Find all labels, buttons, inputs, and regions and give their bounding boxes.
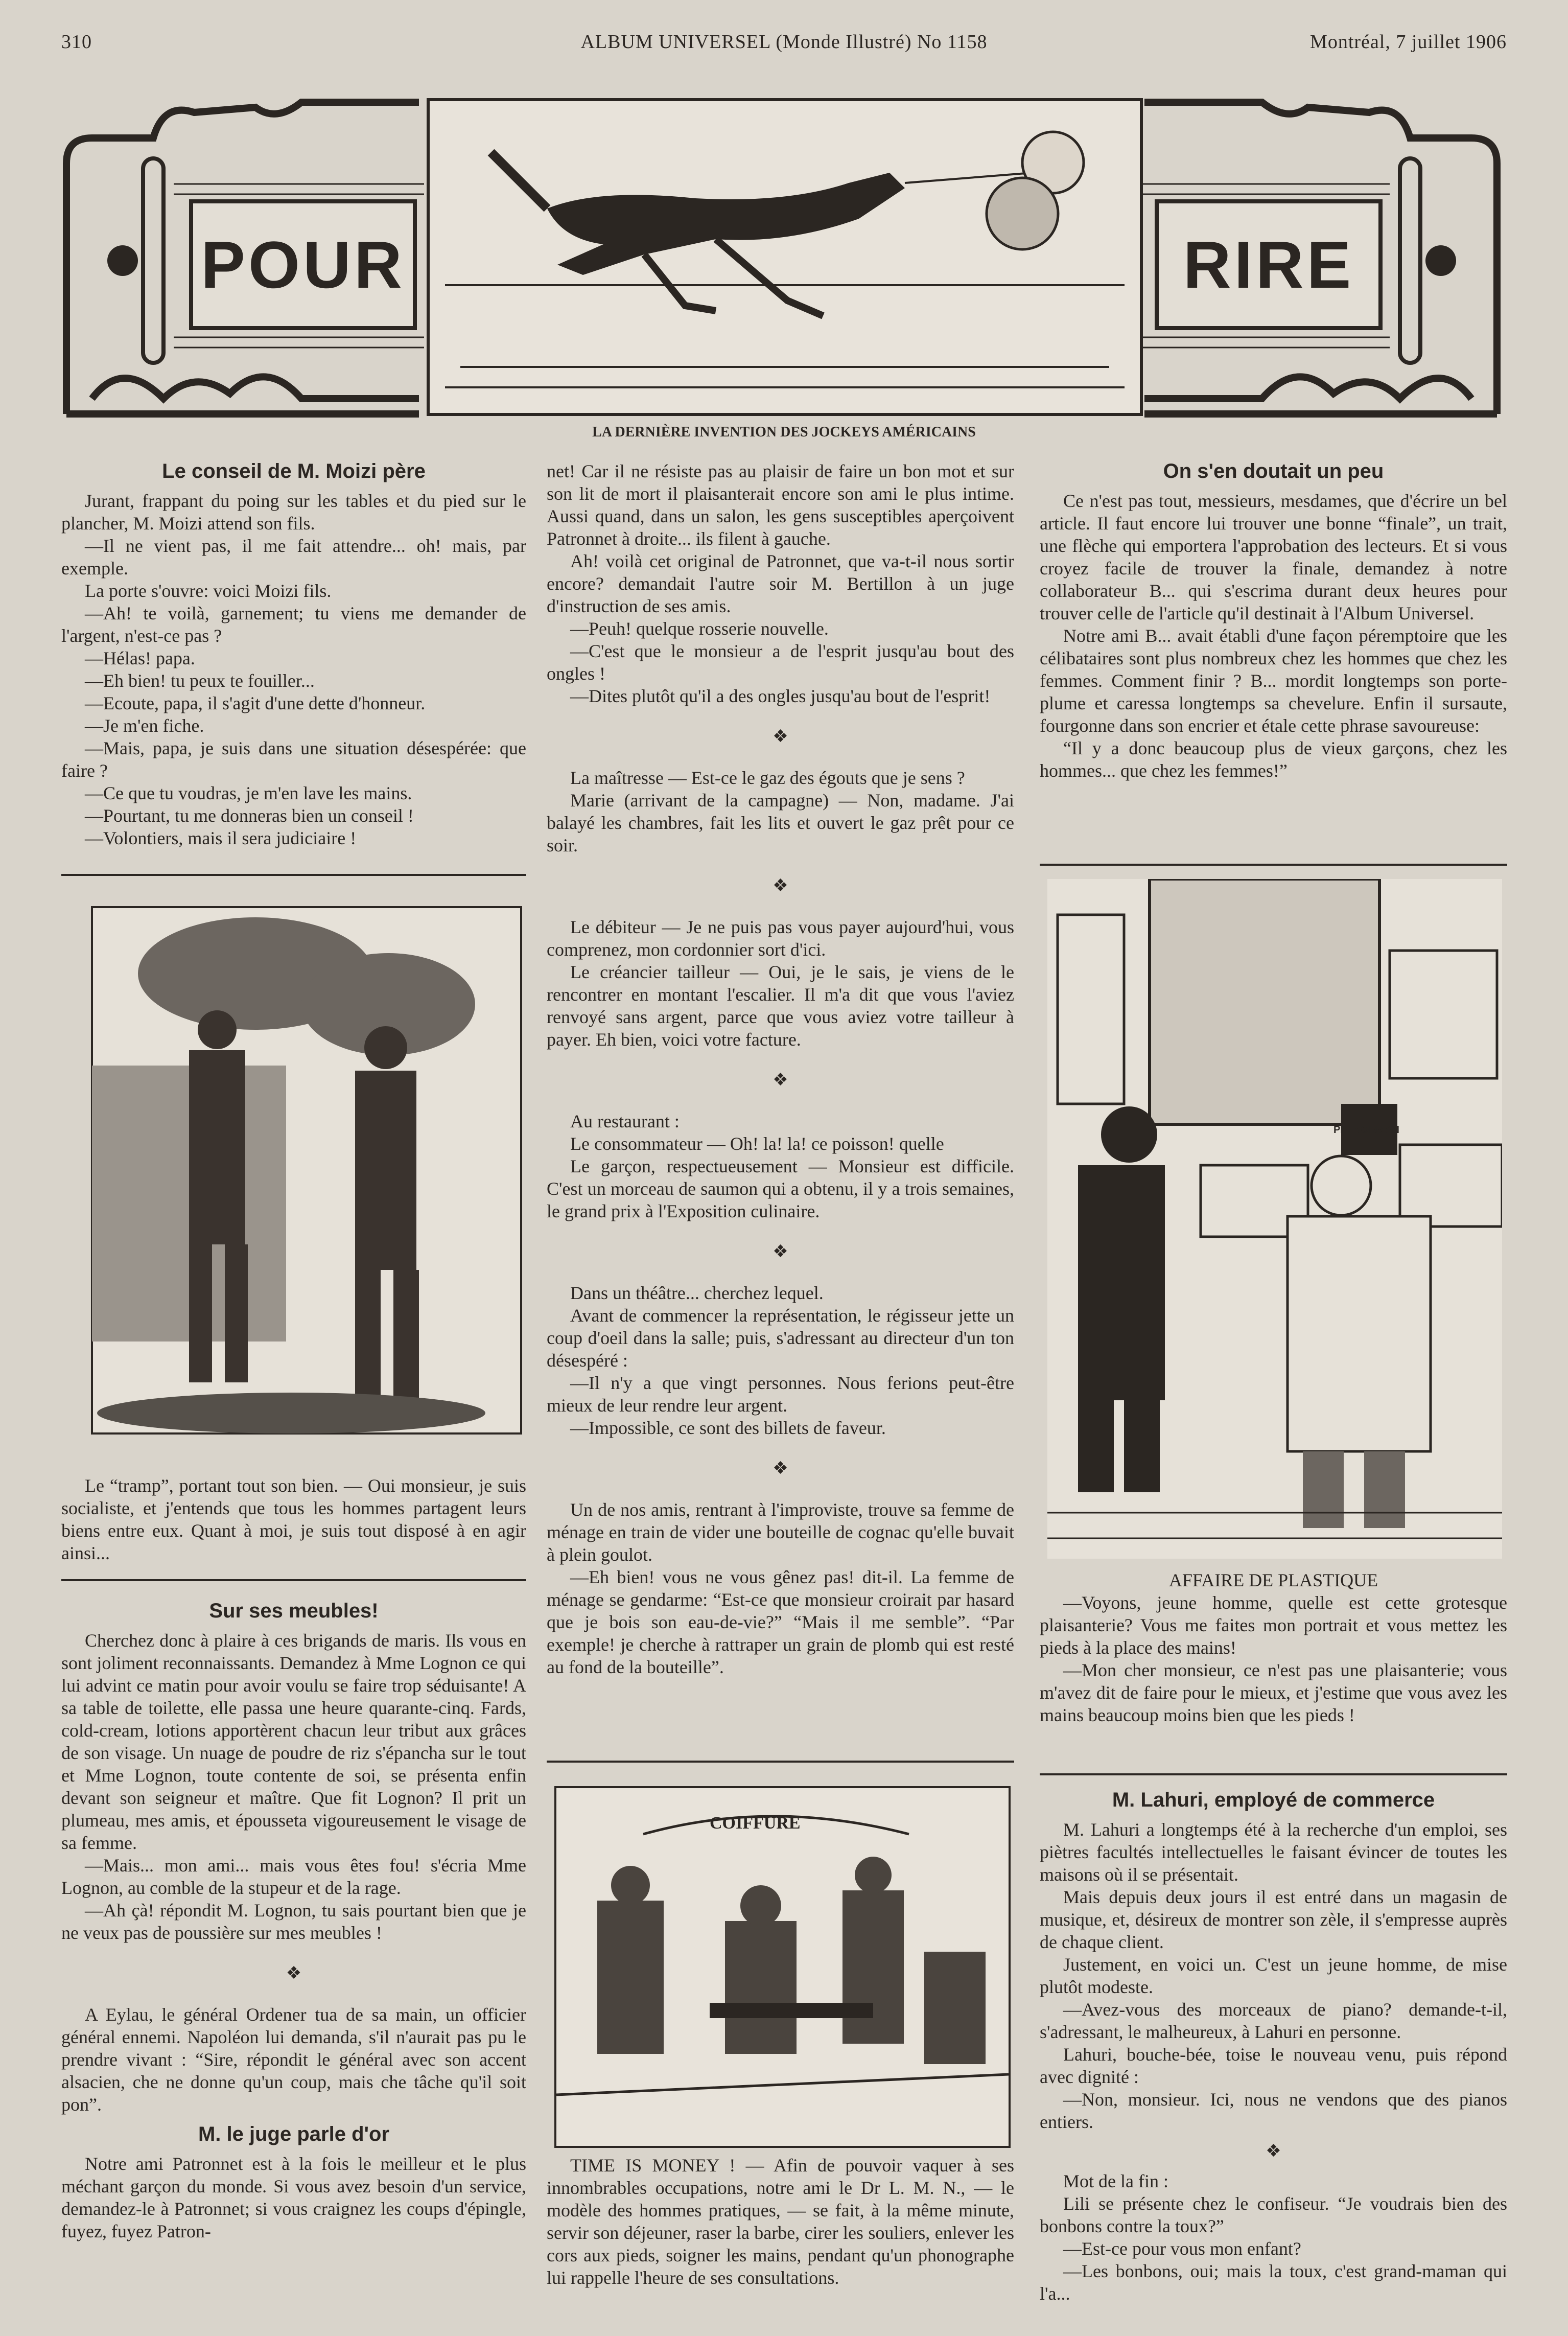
banner-word-rire: RIRE <box>1155 199 1383 330</box>
paragraph: —Ecoute, papa, il s'agit d'une dette d'honneur. <box>85 693 426 713</box>
column-divider <box>547 1761 1014 1763</box>
plastique-caption: AFFAIRE DE PLASTIQUE <box>1168 1570 1378 1590</box>
paragraph: Le garçon, respectueusement — Monsieur est difficile. C'est un morceau de saumon qui a obtenu, il y a trois semaines, le grand prix à l'Exposition culinaire. <box>547 1156 1014 1221</box>
paragraph: Ce n'est pas tout, messieurs, mesdames, que d'écrire un bel article. Il faut encore lui trouver une bonne “finale”, un trait, une flèche qui emportera l'approbation des lecteurs. Et si vous croyez facile de trouver la finale, demandez à notre collaborateur B... qui s'escrima durant deux heures pour trouver celle de l'article qu'il destinait à l'Album Universel. <box>1040 491 1507 623</box>
running-horse-drawing <box>430 101 1140 413</box>
paragraph: Marie (arrivant de la campagne) — Non, madame. J'ai balayé les chambres, fait les lits et ouvert le gaz prêt pour ce soir. <box>547 790 1014 855</box>
paragraph: —Mais, papa, je suis dans une situation désespérée: que faire ? <box>61 738 526 781</box>
tramp-illustration <box>61 902 524 1464</box>
paragraph: net! Car il ne résiste pas au plaisir de faire un bon mot et sur son lit de mort il plaisanterait encore son ami le plus intime. Aussi quand, dans un salon, les gens susceptibles aperçoivent Patronnet à droite... ils filent à gauche. <box>547 461 1014 549</box>
paragraph: “Il y a donc beaucoup plus de vieux garçons, chez les hommes... que chez les femmes!” <box>1040 738 1507 781</box>
paragraph: Cherchez donc à plaire à ces brigands de maris. Ils vous en sont joliment reconnaissants. Demandez à Mme Lognon ce qui lui advint ce matin pour avoir voulu se faire trop séduisante! A sa table de toilette, elle passa une heure quarante-cinq. Fards, cold-cream, lotions apportèrent chacun leur tribut aux grâces de son visage. Un nuage de poudre de riz s'épancha sur le tout et Mme Lognon, toute contente de soi, se présenta enfin devant son seigneur et maître. Que fit Lognon? Il prit un plumeau, mes amis, et épousseta vigoureusement le visage de sa femme. <box>61 1630 526 1853</box>
time-is-money-illustration <box>554 1786 1011 2148</box>
column-1-lower <box>61 1600 526 2242</box>
column-1 <box>61 460 526 849</box>
column-divider <box>1040 864 1507 866</box>
time-is-money-caption: TIME IS MONEY ! — Afin de pouvoir vaquer à ses innombrables occupations, notre ami le Dr L. M. N., — le modèle des hommes pratiques, — se fait, à la même minute, servir son déjeuner, raser la barbe, cirer les souliers, enlever les cors aux pieds, soigner les mains, pendant qu'un phonographe lui rappelle l'heure de ses consultations. <box>547 2155 1014 2288</box>
plastique-illustration <box>1047 879 1502 1559</box>
paragraph: Justement, en voici un. C'est un jeune homme, de mise plutôt modeste. <box>1040 1954 1507 1997</box>
separator-ornament: ❖ <box>773 1459 788 1478</box>
paragraph: Lili se présente chez le confiseur. “Je voudrais bien des bonbons contre la toux?” <box>1040 2193 1507 2236</box>
paragraph: Le créancier tailleur — Oui, je le sais, je viens de le rencontrer en montant l'escalier. Il m'a dit que vous l'aviez renvoyé sans argent, parce que vous aviez votre tailleur à payer. Eh bien, voici votre facture. <box>547 962 1014 1050</box>
paragraph: Au restaurant : <box>570 1111 680 1131</box>
paragraph: La maîtresse — Est-ce le gaz des égouts que je sens ? <box>570 768 965 788</box>
paragraph: —Impossible, ce sont des billets de faveur. <box>570 1418 886 1438</box>
paragraph: —Eh bien! vous ne vous gênez pas! dit-il. La femme de ménage se gendarme: “Est-ce que monsieur croirait par hasard que je bois son eau-de-vie?” “Mais il me semble”. “Par exemple! je cherche à rattraper un grain de plomb qui est resté au fond de la bouteille”. <box>547 1567 1014 1677</box>
paragraph: —Il n'y a que vingt personnes. Nous ferions peut-être mieux de leur rendre leur argent. <box>547 1373 1014 1416</box>
separator-ornament: ❖ <box>773 727 788 746</box>
article-title-juge: M. le juge parle d'or <box>198 2123 390 2145</box>
separator-ornament: ❖ <box>773 1242 788 1261</box>
jockey-horse-illustration <box>427 98 1143 416</box>
paragraph: —Avez-vous des morceaux de piano? demande-t-il, s'adressant, le malheureux, à Lahuri en personne. <box>1040 1999 1507 2042</box>
paragraph: Le débiteur — Je ne puis pas vous payer aujourd'hui, vous comprenez, mon cordonnier sort d'ici. <box>547 917 1014 960</box>
tramp-socialist-drawing <box>61 902 524 1464</box>
separator-ornament: ❖ <box>286 1964 302 1983</box>
artist-signature: PH. NORMAN <box>1333 1124 1399 1136</box>
article-title-conseil: Le conseil de M. Moizi père <box>162 460 426 482</box>
painter-studio-drawing <box>1047 879 1502 1559</box>
paragraph: La porte s'ouvre: voici Moizi fils. <box>85 581 332 601</box>
paragraph: A Eylau, le général Ordener tua de sa main, un officier général ennemi. Napoléon lui demanda, s'il n'aurait pas pu le prendre vivant : “Sire, répondit le général avec son accent alsacien, che ne donne qu'un coup, mais che tâche qu'il soit pon”. <box>61 2004 526 2115</box>
paragraph: —Non, monsieur. Ici, nous ne vendons que des pianos entiers. <box>1040 2089 1507 2132</box>
paragraph: Ah! voilà cet original de Patronnet, que va-t-il nous sortir encore? demandait l'autre soir M. Bertillon à un juge d'instruction de ses amis. <box>547 551 1014 616</box>
paragraph: —Volontiers, mais il sera judiciaire ! <box>85 828 357 848</box>
banner <box>61 92 1502 419</box>
banner-word-pour: POUR <box>189 199 417 330</box>
coiffure-sign: COIFFURE <box>710 1814 801 1833</box>
paragraph: —Ah! te voilà, garnement; tu viens me demander de l'argent, n'est-ce pas ? <box>61 603 526 646</box>
separator-ornament: ❖ <box>773 876 788 895</box>
column-divider <box>61 874 526 876</box>
paragraph: Mais depuis deux jours il est entré dans un magasin de musique, et, désireux de montrer son zèle, il s'empresse auprès de chaque client. <box>1040 1887 1507 1952</box>
paragraph: —Voyons, jeune homme, quelle est cette grotesque plaisanterie? Vous me faites mon portrait et vous mettez les pieds à la place des mains! <box>1040 1592 1507 1658</box>
paragraph: —Dites plutôt qu'il a des ongles jusqu'au bout de l'esprit! <box>570 686 991 706</box>
paragraph: —Mon cher monsieur, ce n'est pas une plaisanterie; vous m'avez dit de faire pour le mieux, et j'estime que vous avez les mains beaucoup moins bien que les pieds ! <box>1040 1660 1507 1725</box>
banner-caption: LA DERNIÈRE INVENTION DES JOCKEYS AMÉRICAINS <box>592 424 976 440</box>
paragraph: Notre ami Patronnet est à la fois le meilleur et le plus méchant garçon du monde. Si vous avez besoin d'un service, demandez-le à Patronnet; si vous craignez les coups d'épingle, fuyez, fuyez Patron- <box>61 2154 526 2241</box>
article-title-lahuri: M. Lahuri, employé de commerce <box>1112 1789 1435 1811</box>
paragraph: Un de nos amis, rentrant à l'improviste, trouve sa femme de ménage en train de vider une bouteille de cognac qu'elle buvait à plein goulot. <box>547 1499 1014 1565</box>
paragraph: —Il ne vient pas, il me fait attendre... oh! mais, par exemple. <box>61 536 526 579</box>
publication-title: ALBUM UNIVERSEL (Monde Illustré) No 1158 <box>580 31 988 53</box>
paragraph: —Eh bien! tu peux te fouiller... <box>85 670 315 691</box>
paragraph: —Pourtant, tu me donneras bien un conseil ! <box>85 805 414 826</box>
column-divider <box>1040 1773 1507 1775</box>
paragraph: —Peuh! quelque rosserie nouvelle. <box>570 618 829 639</box>
paragraph: Mot de la fin : <box>1063 2171 1168 2191</box>
column-3 <box>1040 460 1507 782</box>
paragraph: M. Lahuri a longtemps été à la recherche d'un emploi, ses piètres facultés intellectuelles le faisant évincer de toutes les maisons où il se présentait. <box>1040 1819 1507 1885</box>
paragraph: —Ah çà! répondit M. Lognon, tu sais pourtant bien que je ne veux pas de poussière sur mes meubles ! <box>61 1900 526 1943</box>
tramp-caption: Le “tramp”, portant tout son bien. — Oui monsieur, je suis socialiste, et j'entends que tous les hommes partagent leurs biens entre eux. Quant à moi, je suis tout disposé à en agir ainsi... <box>61 1475 526 1563</box>
paragraph: Le consommateur — Oh! la! la! ce poisson! quelle <box>570 1134 944 1154</box>
barber-shop-drawing <box>556 1788 1009 2146</box>
time-caption-block <box>547 2154 1014 2289</box>
tramp-caption-block <box>61 1474 526 1564</box>
paragraph: Lahuri, bouche-bée, toise le nouveau venu, puis répond avec dignité : <box>1040 2044 1507 2087</box>
paragraph: Jurant, frappant du poing sur les tables et du pied sur le plancher, M. Moizi attend son fils. <box>61 491 526 534</box>
paragraph: Avant de commencer la représentation, le régisseur jette un coup d'oeil dans la salle; puis, s'adressant au directeur d'un ton désespéré : <box>547 1305 1014 1371</box>
column-2 <box>547 460 1014 1678</box>
paragraph: —Est-ce pour vous mon enfant? <box>1063 2238 1301 2259</box>
paragraph: Dans un théâtre... cherchez lequel. <box>570 1283 824 1303</box>
paragraph: —Hélas! papa. <box>85 648 195 668</box>
column-divider <box>61 1579 526 1581</box>
column-3-bottom <box>1040 1789 1507 2305</box>
separator-ornament: ❖ <box>1266 2142 1281 2161</box>
paragraph: —Ce que tu voudras, je m'en lave les mains. <box>85 783 412 803</box>
paragraph: —Mais... mon ami... mais vous êtes fou! s'écria Mme Lognon, au comble de la stupeur et de la rage. <box>61 1855 526 1898</box>
separator-ornament: ❖ <box>773 1071 788 1090</box>
paragraph: —C'est que le monsieur a de l'esprit jusqu'au bout des ongles ! <box>547 641 1014 684</box>
column-3-lower <box>1040 1569 1507 1726</box>
page-number: 310 <box>61 31 92 53</box>
article-title-doutait: On s'en doutait un peu <box>1163 460 1384 482</box>
paragraph: —Les bonbons, oui; mais la toux, c'est grand-maman qui l'a... <box>1040 2261 1507 2304</box>
dateline: Montréal, 7 juillet 1906 <box>1310 31 1507 53</box>
paragraph: —Je m'en fiche. <box>85 715 204 736</box>
article-title-meubles: Sur ses meubles! <box>209 1600 379 1622</box>
paragraph: Notre ami B... avait établi d'une façon péremptoire que les célibataires sont plus nombreux chez les hommes que chez les femmes. Comment finir ? B... mordit longtemps son porte-plume et caressa longtemps sa chevelure. Enfin il sursaute, fourgonne dans son encrier et étale cette phrase savoureuse: <box>1040 626 1507 736</box>
